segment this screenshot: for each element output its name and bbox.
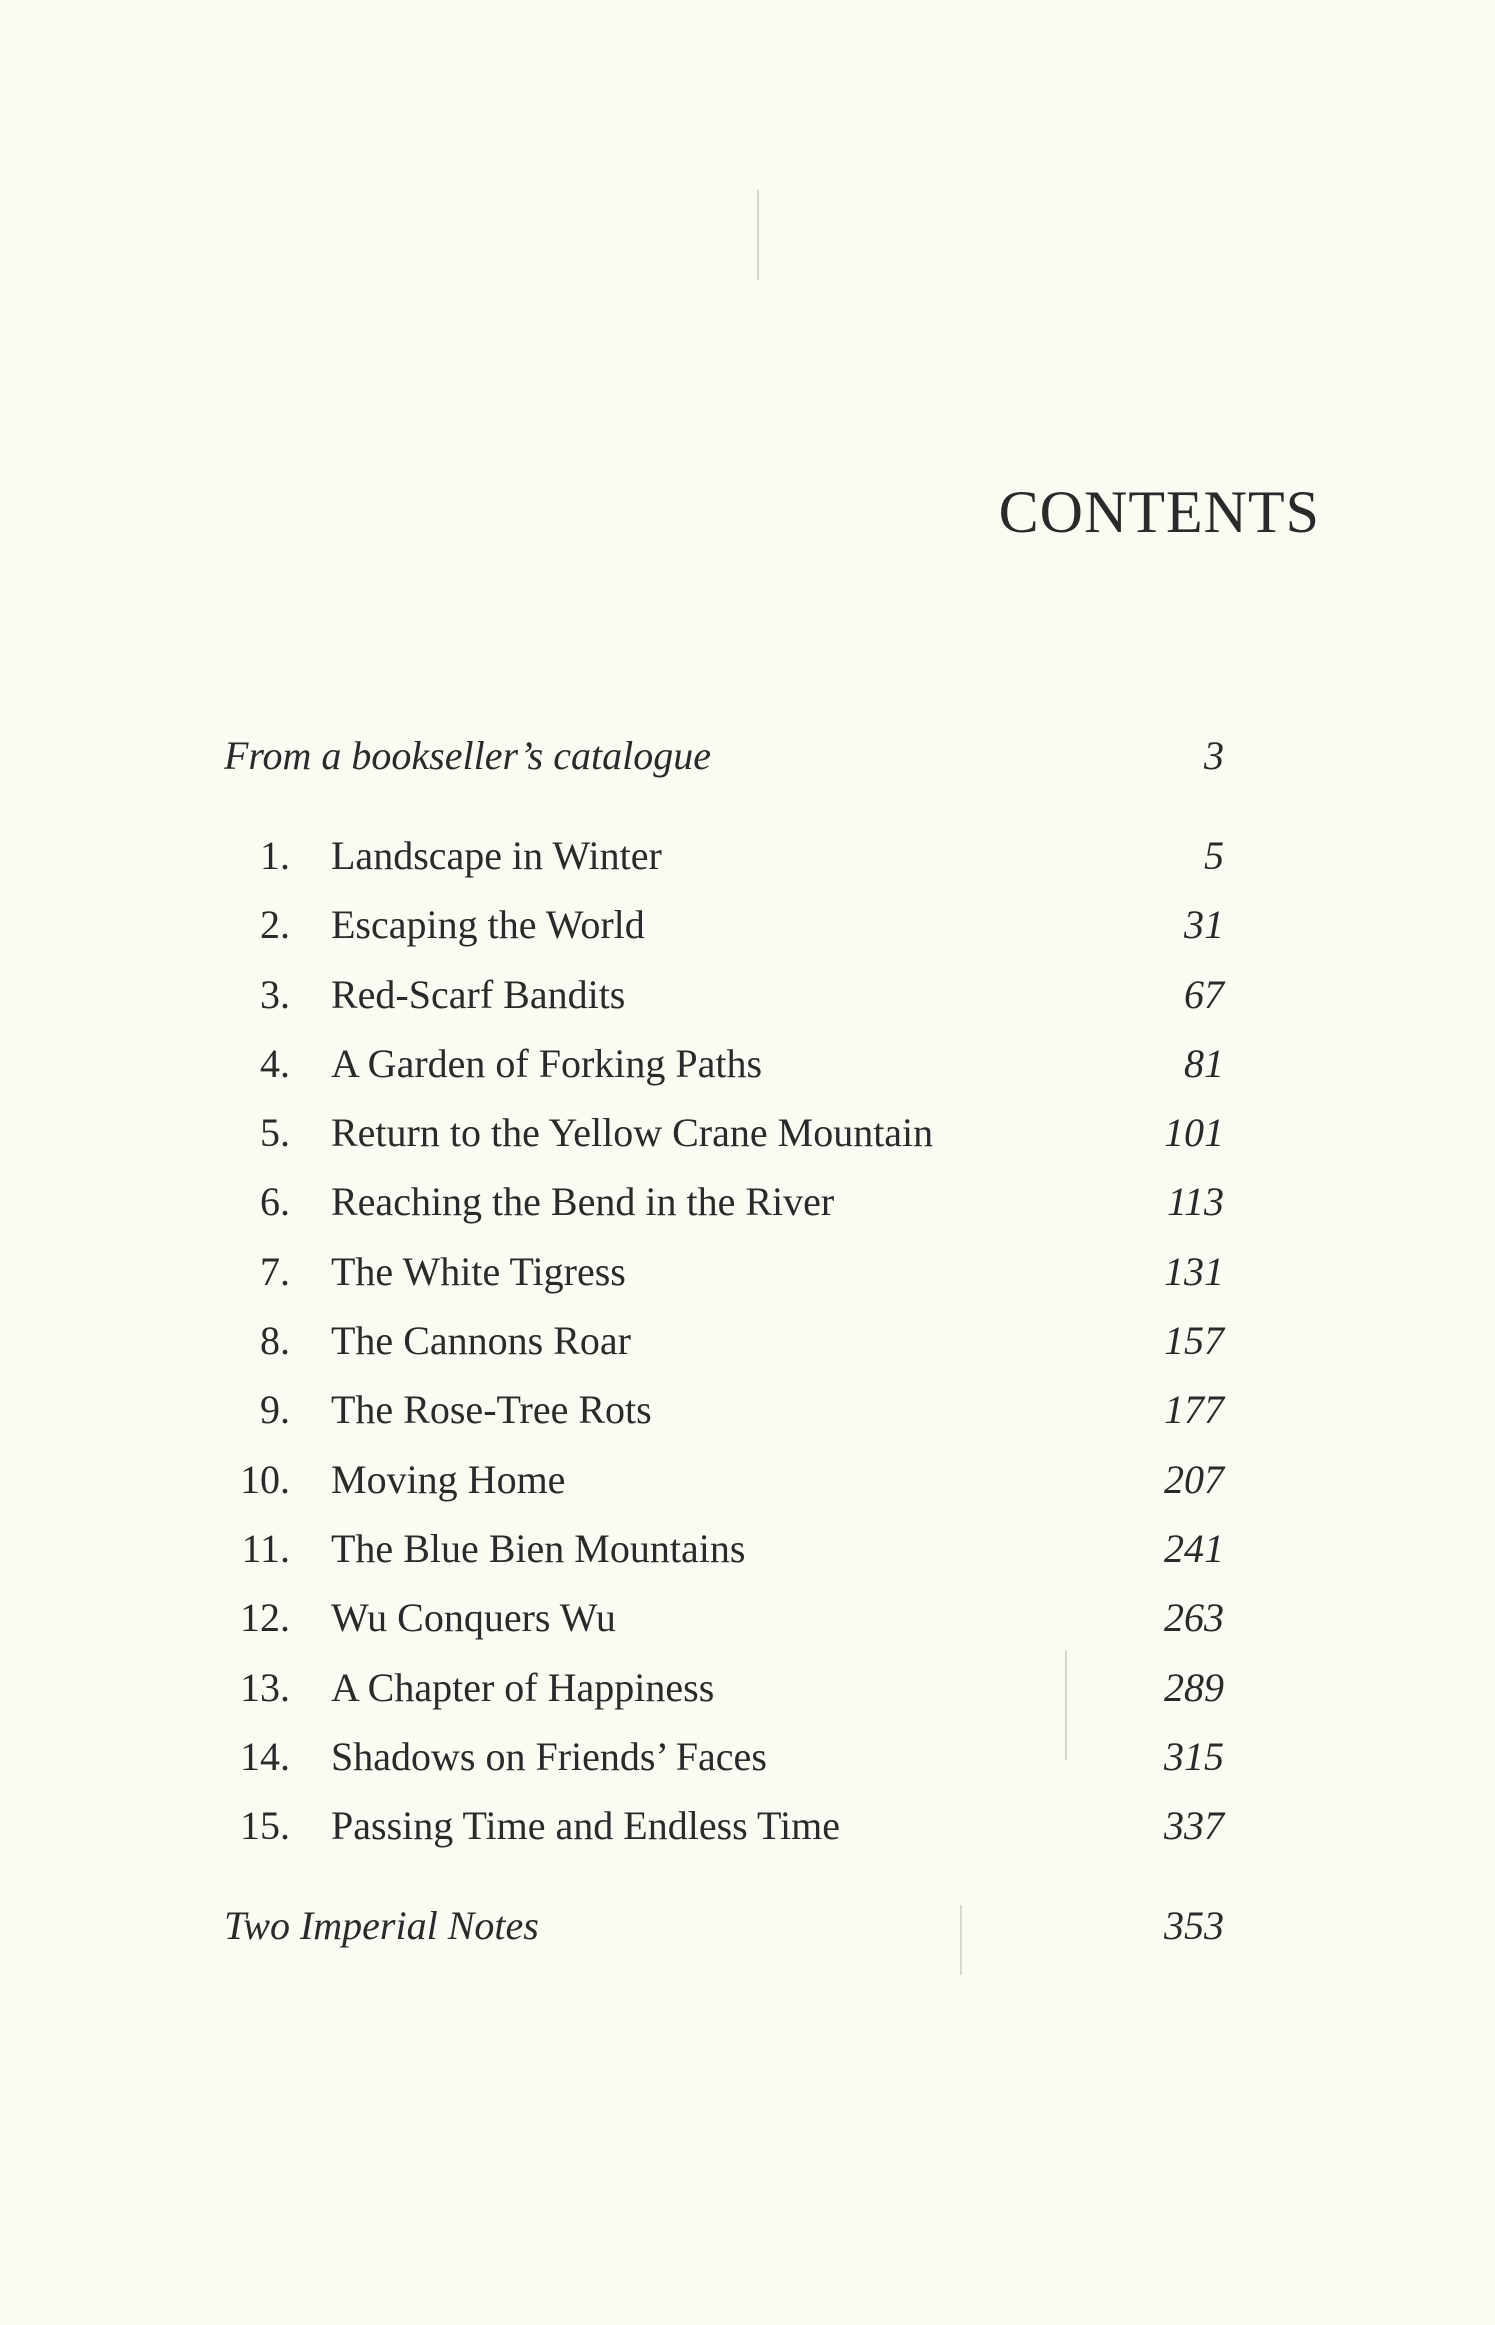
chapter-page: 31 bbox=[1184, 902, 1224, 948]
chapter-title: Return to the Yellow Crane Mountain bbox=[331, 1110, 934, 1156]
chapter-page: 67 bbox=[1184, 971, 1224, 1017]
toc-front-matter-entry[interactable] bbox=[224, 732, 1224, 802]
chapter-page: 177 bbox=[1164, 1387, 1224, 1433]
toc-chapter-row[interactable] bbox=[224, 971, 1224, 1040]
chapter-number: 1. bbox=[260, 833, 290, 878]
toc-chapter-row[interactable] bbox=[224, 1525, 1224, 1594]
chapter-page: 81 bbox=[1184, 1040, 1224, 1086]
contents-heading: CONTENTS bbox=[998, 479, 1320, 545]
front-matter-title: From a bookseller’s catalogue bbox=[224, 733, 711, 778]
chapter-page: 113 bbox=[1166, 1179, 1224, 1225]
chapter-number: 14. bbox=[240, 1733, 290, 1779]
chapter-page: 101 bbox=[1164, 1110, 1224, 1156]
chapter-title: The White Tigress bbox=[331, 1248, 626, 1294]
chapter-title: Red-Scarf Bandits bbox=[331, 971, 626, 1017]
chapter-page: 289 bbox=[1164, 1664, 1224, 1710]
chapter-title: Wu Conquers Wu bbox=[331, 1595, 616, 1641]
toc-chapter-row[interactable] bbox=[224, 1733, 1224, 1802]
chapter-number: 9. bbox=[260, 1387, 290, 1433]
front-matter-page: 3 bbox=[1204, 733, 1224, 778]
toc-chapter-row[interactable] bbox=[224, 1178, 1224, 1247]
chapter-title: The Rose-Tree Rots bbox=[331, 1387, 652, 1433]
toc-chapter-row[interactable] bbox=[224, 1664, 1224, 1733]
chapter-page: 337 bbox=[1164, 1803, 1224, 1849]
chapter-number: 15. bbox=[240, 1803, 290, 1849]
chapter-number: 4. bbox=[260, 1040, 290, 1086]
chapter-number: 3. bbox=[260, 971, 290, 1017]
toc-chapter-row[interactable] bbox=[224, 1594, 1224, 1663]
chapter-page: 207 bbox=[1164, 1456, 1224, 1502]
chapter-list bbox=[224, 832, 1224, 1871]
toc-chapter-row[interactable] bbox=[224, 832, 1224, 901]
chapter-page: 157 bbox=[1164, 1318, 1224, 1364]
chapter-title: A Garden of Forking Paths bbox=[331, 1040, 763, 1086]
chapter-title: Shadows on Friends’ Faces bbox=[331, 1733, 767, 1779]
chapter-number: 6. bbox=[260, 1179, 290, 1225]
chapter-page: 5 bbox=[1204, 833, 1224, 878]
chapter-number: 8. bbox=[260, 1318, 290, 1364]
chapter-number: 7. bbox=[260, 1248, 290, 1294]
chapter-number: 12. bbox=[240, 1595, 290, 1641]
toc-chapter-row[interactable] bbox=[224, 1040, 1224, 1109]
chapter-number: 5. bbox=[260, 1110, 290, 1156]
chapter-title: The Blue Bien Mountains bbox=[331, 1525, 746, 1571]
chapter-title: Escaping the World bbox=[331, 902, 645, 948]
toc-chapter-row[interactable] bbox=[224, 1386, 1224, 1455]
toc-chapter-row[interactable] bbox=[224, 1109, 1224, 1178]
chapter-title: Passing Time and Endless Time bbox=[331, 1803, 841, 1849]
chapter-number: 10. bbox=[240, 1456, 290, 1502]
back-matter-title: Two Imperial Notes bbox=[224, 1903, 539, 1948]
toc-chapter-row[interactable] bbox=[224, 1456, 1224, 1525]
chapter-page: 315 bbox=[1164, 1733, 1224, 1779]
toc-chapter-row[interactable] bbox=[224, 1802, 1224, 1871]
paper-speck bbox=[757, 190, 759, 280]
chapter-number: 2. bbox=[260, 902, 290, 948]
toc-back-matter-entry[interactable] bbox=[224, 1902, 1224, 1972]
chapter-page: 241 bbox=[1164, 1525, 1224, 1571]
toc-chapter-row[interactable] bbox=[224, 1317, 1224, 1386]
chapter-page: 131 bbox=[1164, 1248, 1224, 1294]
chapter-number: 13. bbox=[240, 1664, 290, 1710]
chapter-number: 11. bbox=[241, 1525, 290, 1571]
chapter-title: Moving Home bbox=[331, 1456, 566, 1502]
chapter-title: Reaching the Bend in the River bbox=[331, 1179, 835, 1225]
back-matter-page: 353 bbox=[1164, 1903, 1224, 1948]
chapter-title: Landscape in Winter bbox=[331, 833, 662, 878]
toc-chapter-row[interactable] bbox=[224, 901, 1224, 970]
chapter-title: The Cannons Roar bbox=[331, 1318, 631, 1364]
chapter-title: A Chapter of Happiness bbox=[331, 1664, 715, 1710]
chapter-page: 263 bbox=[1164, 1595, 1224, 1641]
toc-chapter-row[interactable] bbox=[224, 1248, 1224, 1317]
